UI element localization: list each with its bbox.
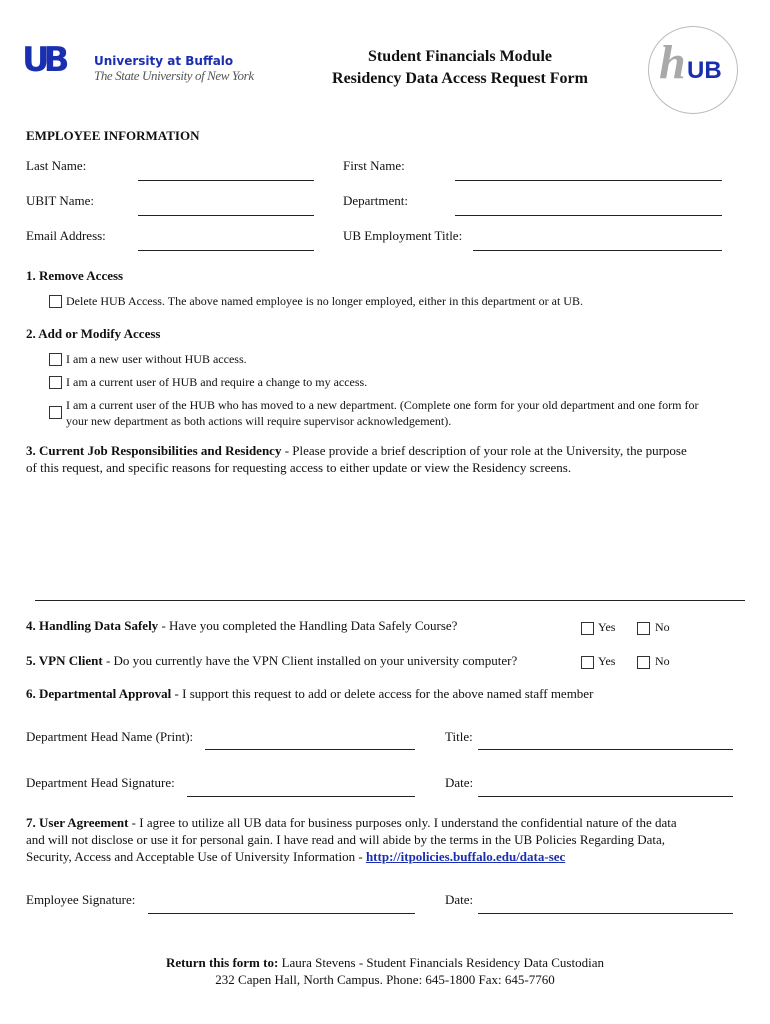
job-responsibilities-prompt — [26, 443, 687, 459]
last-name-field[interactable] — [138, 180, 314, 181]
ubit-label: UBIT Name: — [26, 193, 94, 208]
handling-data-yes-checkbox[interactable] — [581, 622, 594, 635]
s3-text-2: of this request, and specific reasons for requesting access to either update or view the Residency screens. — [26, 460, 572, 475]
employee-signature-label: Employee Signature: — [26, 892, 136, 907]
dept-head-name-label: Department Head Name (Print): — [26, 729, 194, 744]
moved-department-checkbox[interactable] — [49, 406, 62, 419]
change-access-checkbox[interactable] — [49, 376, 62, 389]
s4-heading: 4. Handling Data Safely — [26, 618, 159, 633]
first-name-field[interactable] — [455, 180, 722, 181]
delete-access-checkbox[interactable] — [49, 295, 62, 308]
employee-date-label: Date: — [445, 892, 474, 907]
user-agreement-2: and will not disclose or use it for personal gain. I have read and will abide by the terms in the UB Policies Regarding Data, — [26, 832, 666, 847]
employment-title-label: UB Employment Title: — [343, 228, 463, 243]
employee-signature-field[interactable] — [148, 913, 415, 914]
department-field[interactable] — [455, 215, 722, 216]
last-name-label: Last Name: — [26, 158, 87, 173]
s3-text: - Please provide a brief description of your role at the University, the purpose — [281, 443, 687, 458]
employee-heading: EMPLOYEE INFORMATION — [26, 128, 200, 143]
user-agreement-3 — [26, 849, 565, 865]
dept-head-signature-field[interactable] — [187, 796, 415, 797]
return-instructions — [0, 955, 770, 971]
dept-head-title-field[interactable] — [478, 749, 733, 750]
s7-text-1: - I agree to utilize all UB data for business purposes only. I understand the confidential nature of the data — [128, 815, 677, 830]
page-title-line1: Student Financials Module — [367, 48, 553, 65]
departmental-approval — [26, 686, 593, 702]
s7-heading: 7. User Agreement — [26, 815, 129, 830]
department-label: Department: — [343, 193, 408, 208]
hub-logo — [648, 26, 738, 114]
ub-mark: UB — [22, 40, 64, 80]
email-field[interactable] — [138, 250, 314, 251]
job-responsibilities-textarea[interactable] — [26, 480, 744, 600]
s4-text: - Have you completed the Handling Data Safely Course? — [158, 618, 458, 633]
dept-head-title-label: Title: — [445, 729, 473, 744]
handling-data-no-label: No — [655, 620, 670, 634]
return-custodian: Laura Stevens - Student Financials Residency Data Custodian — [278, 955, 604, 970]
job-responsibilities-line — [35, 600, 745, 601]
s7-text-3: Security, Access and Acceptable Use of University Information - — [26, 849, 366, 864]
vpn-yes-label: Yes — [598, 654, 616, 668]
page-title-line2: Residency Data Access Request Form — [332, 70, 588, 87]
hub-h: h — [659, 36, 686, 89]
dept-head-date-label: Date: — [445, 775, 474, 790]
handling-data-no-checkbox[interactable] — [637, 622, 650, 635]
vpn-question — [26, 653, 517, 669]
dept-head-date-field[interactable] — [478, 796, 733, 797]
new-user-checkbox[interactable] — [49, 353, 62, 366]
handling-data-yes-label: Yes — [598, 620, 616, 634]
dept-head-name-field[interactable] — [205, 749, 415, 750]
ubit-field[interactable] — [138, 215, 314, 216]
vpn-yes-checkbox[interactable] — [581, 656, 594, 669]
employee-date-field[interactable] — [478, 913, 733, 914]
change-access-label: I am a current user of HUB and require a change to my access. — [66, 375, 368, 389]
vpn-no-checkbox[interactable] — [637, 656, 650, 669]
first-name-label: First Name: — [343, 158, 405, 173]
vpn-no-label: No — [655, 654, 670, 668]
employment-title-field[interactable] — [473, 250, 722, 251]
return-label: Return this form to: — [166, 955, 279, 970]
ub-name: University at Buffalo — [94, 54, 234, 68]
s5-text: - Do you currently have the VPN Client installed on your university computer? — [102, 653, 518, 668]
moved-department-label-2: your new department as both actions will require supervisor acknowledgement). — [66, 414, 452, 428]
add-modify-heading: 2. Add or Modify Access — [26, 326, 161, 341]
email-label: Email Address: — [26, 228, 106, 243]
remove-access-heading: 1. Remove Access — [26, 268, 124, 283]
return-address: 232 Capen Hall, North Campus. Phone: 645-1800 Fax: 645-7760 — [215, 972, 555, 987]
s3-heading: 3. Current Job Responsibilities and Residency — [26, 443, 282, 458]
s6-heading: 6. Departmental Approval — [26, 686, 172, 701]
new-user-label: I am a new user without HUB access. — [66, 352, 247, 366]
ub-subtitle: The State University of New York — [94, 68, 254, 83]
s5-heading: 5. VPN Client — [26, 653, 103, 668]
s6-text: - I support this request to add or delete access for the above named staff member — [171, 686, 594, 701]
dept-head-signature-label: Department Head Signature: — [26, 775, 175, 790]
delete-access-label: Delete HUB Access. The above named employee is no longer employed, either in this department or at UB. — [66, 294, 583, 308]
handling-data-question — [26, 618, 457, 634]
hub-ub: UB — [687, 57, 722, 84]
moved-department-label-1: I am a current user of the HUB who has moved to a new department. (Complete one form for your old department and one form for — [66, 398, 699, 412]
user-agreement-1 — [26, 815, 677, 831]
data-sec-policy-link[interactable]: http://itpolicies.buffalo.edu/data-sec — [365, 849, 566, 864]
